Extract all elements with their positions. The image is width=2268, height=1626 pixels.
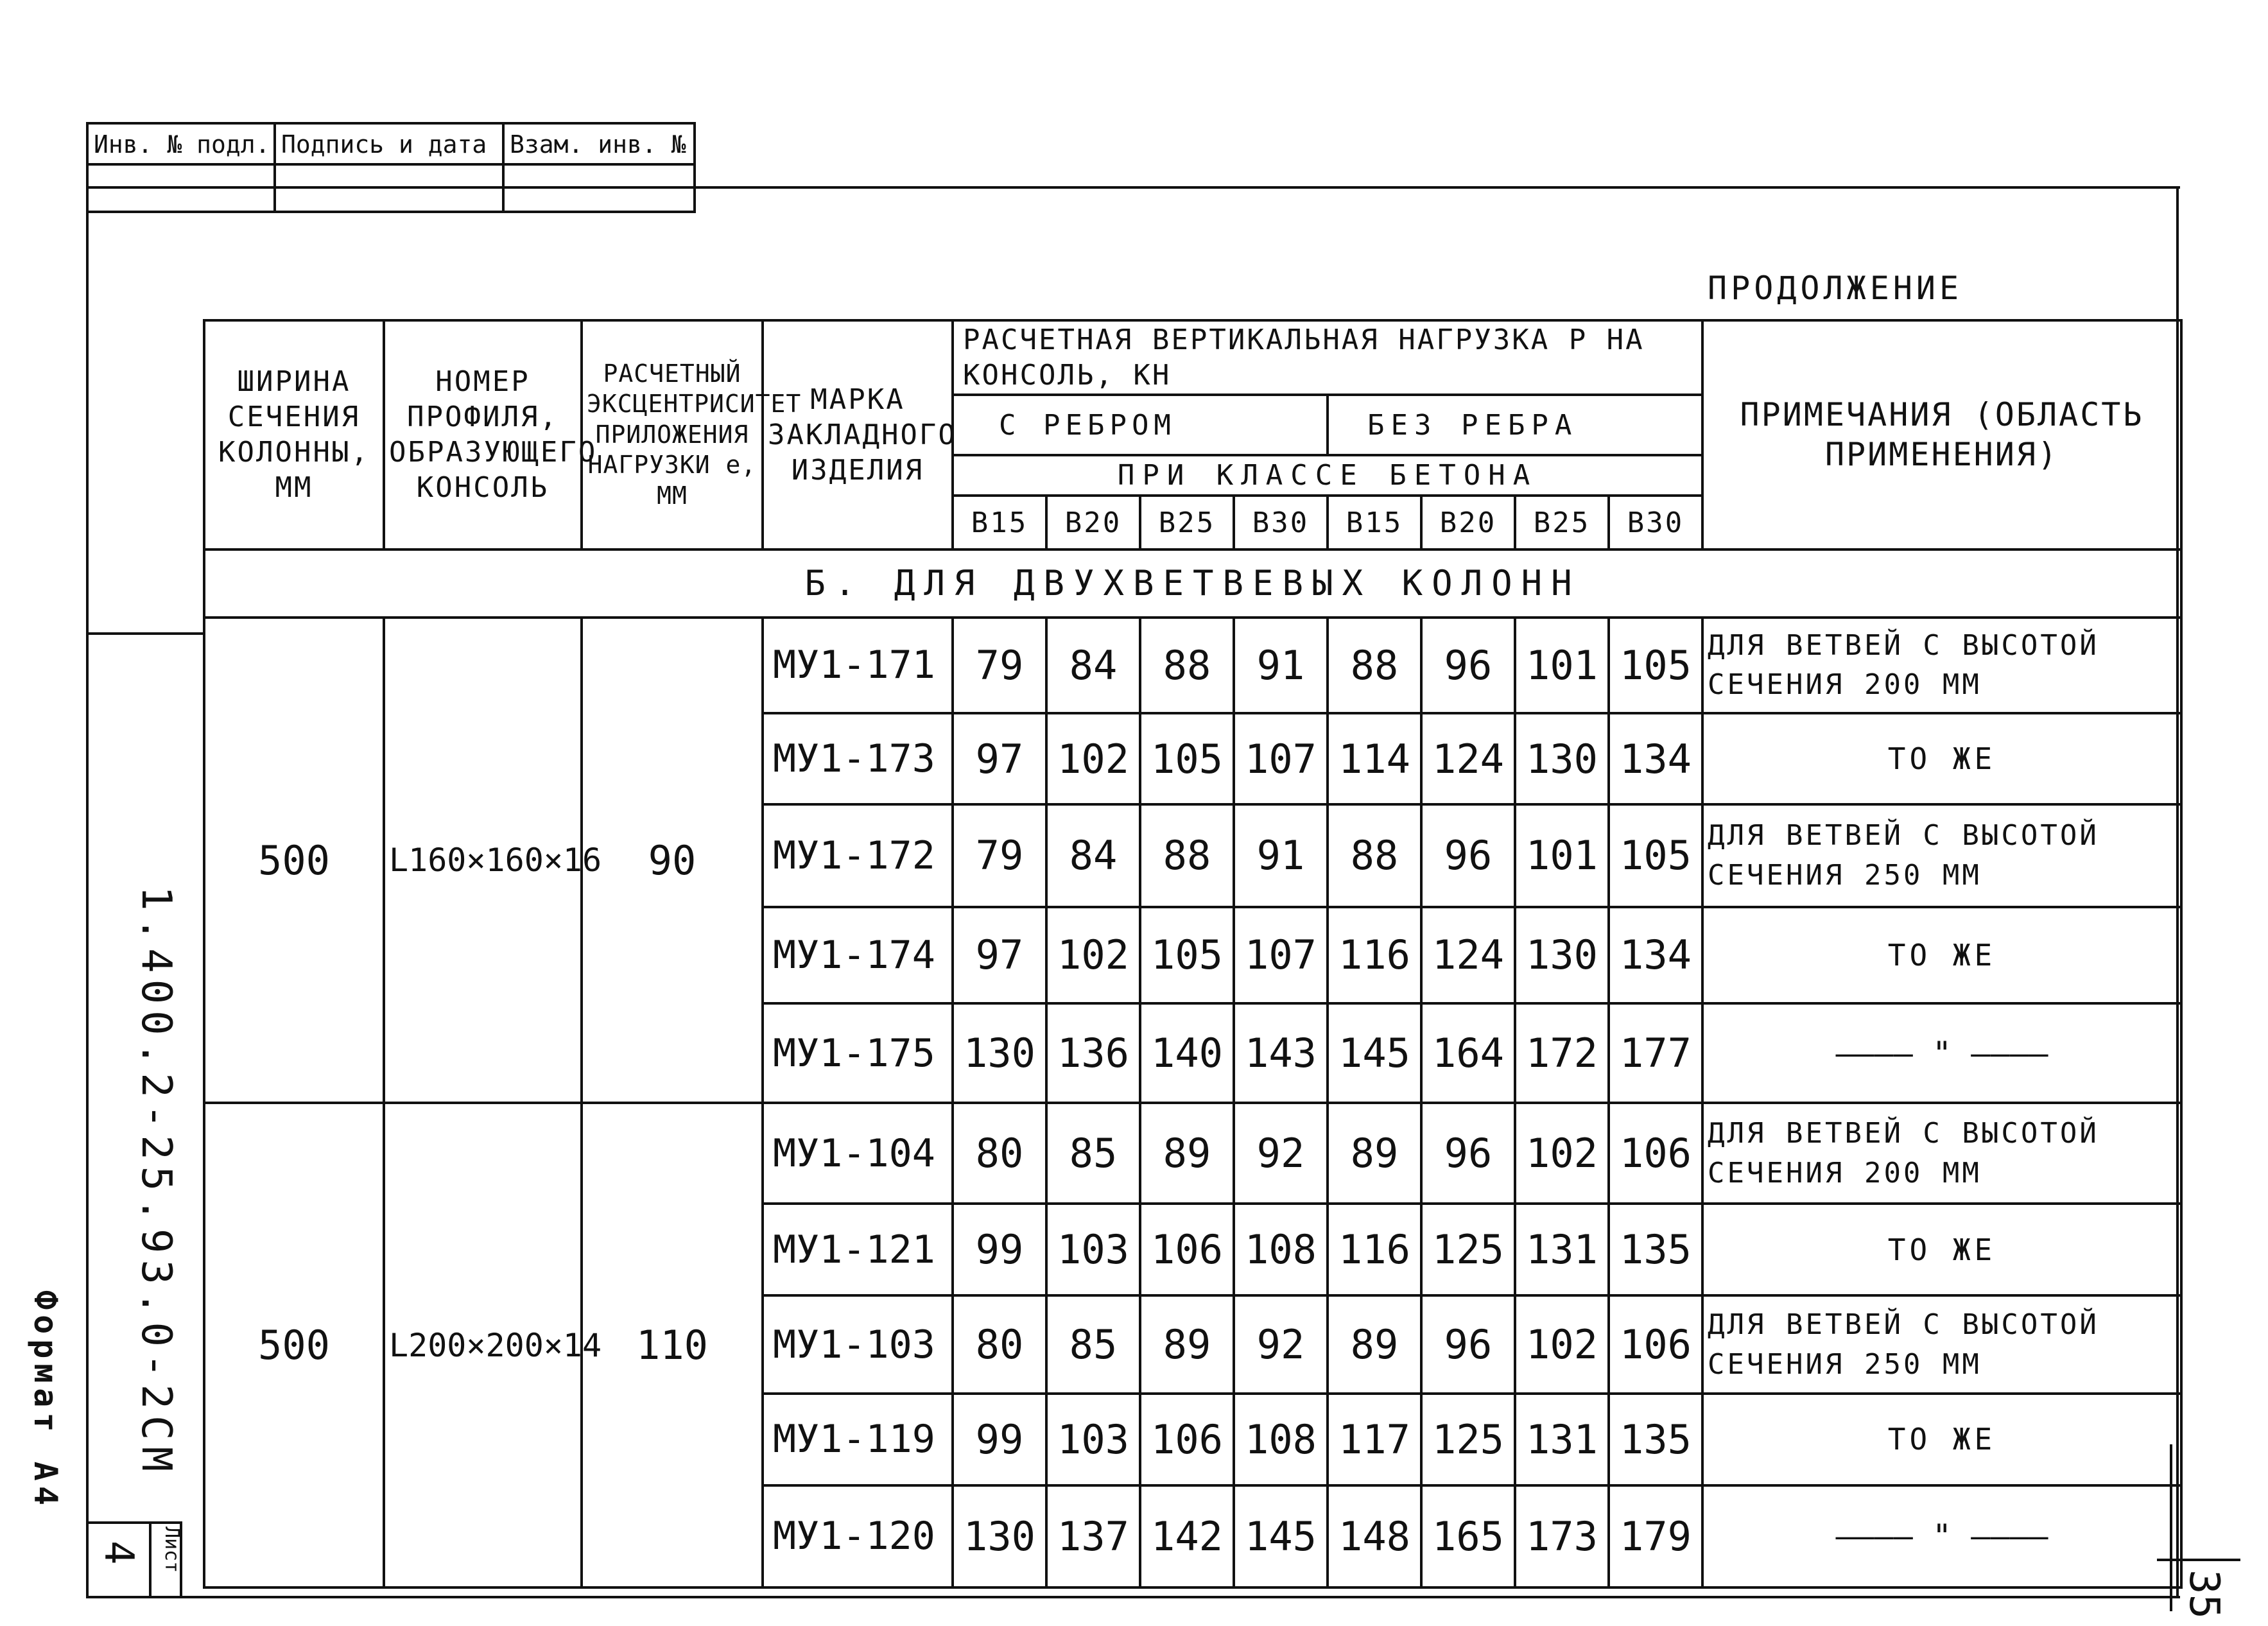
note-cell: ТО ЖЕ	[1702, 907, 2181, 1004]
load-value: 102	[1515, 1295, 1609, 1394]
header-class-cell: В15	[953, 496, 1046, 549]
group-width: 500	[204, 618, 384, 1103]
load-value: 80	[953, 1103, 1046, 1204]
load-value: 108	[1234, 1204, 1328, 1295]
load-value: 101	[1515, 618, 1609, 713]
load-value: 105	[1609, 804, 1702, 906]
load-value: 89	[1140, 1103, 1234, 1204]
sheet-number-divider	[149, 1521, 151, 1598]
group-width: 500	[204, 1103, 384, 1587]
load-value: 101	[1515, 804, 1609, 906]
load-value: 116	[1328, 907, 1421, 1004]
note-cell: ДЛЯ ВЕТВЕЙ С ВЫСОТОЙ СЕЧЕНИЯ 250 ММ	[1702, 1295, 2181, 1394]
load-value: 135	[1609, 1204, 1702, 1295]
header-class-cell: В25	[1515, 496, 1609, 549]
load-value: 108	[1234, 1394, 1328, 1485]
load-value: 164	[1421, 1003, 1515, 1103]
header-profile-number: НОМЕР ПРОФИЛЯ, ОБРАЗУЮЩЕГО КОНСОЛЬ	[384, 320, 582, 549]
header-load-title: РАСЧЕТНАЯ ВЕРТИКАЛЬНАЯ НАГРУЗКА Р НА КОНСОЛЬ, КН	[953, 320, 1702, 395]
load-value: 179	[1609, 1485, 1702, 1587]
part-mark: МУ1-120	[763, 1485, 953, 1587]
sheet-number: 4	[96, 1541, 143, 1565]
part-mark: МУ1-121	[763, 1204, 953, 1295]
load-value: 102	[1046, 907, 1140, 1004]
load-value: 103	[1046, 1204, 1140, 1295]
stamp-podpis-data: Подпись и дата	[276, 125, 505, 164]
load-value: 92	[1234, 1103, 1328, 1204]
load-value: 91	[1234, 804, 1328, 906]
load-value: 99	[953, 1394, 1046, 1485]
load-value: 89	[1328, 1295, 1421, 1394]
load-value: 96	[1421, 1103, 1515, 1204]
load-value: 88	[1140, 804, 1234, 906]
load-value: 148	[1328, 1485, 1421, 1587]
header-eccentricity: РАСЧЕТНЫЙ ЭКСЦЕНТРИСИТЕТ ПРИЛОЖЕНИЯ НАГРУЗКИ е, ММ	[582, 320, 763, 549]
load-value: 106	[1140, 1204, 1234, 1295]
load-value: 89	[1140, 1295, 1234, 1394]
load-value: 131	[1515, 1394, 1609, 1485]
load-value: 134	[1609, 907, 1702, 1004]
part-mark: МУ1-104	[763, 1103, 953, 1204]
note-cell: ДЛЯ ВЕТВЕЙ С ВЫСОТОЙ СЕЧЕНИЯ 200 ММ	[1702, 618, 2181, 713]
header-concrete-class: ПРИ КЛАССЕ БЕТОНА	[953, 455, 1702, 496]
load-value: 143	[1234, 1003, 1328, 1103]
load-value: 103	[1046, 1394, 1140, 1485]
load-value: 106	[1609, 1103, 1702, 1204]
header-part-mark: МАРКА ЗАКЛАДНОГО ИЗДЕЛИЯ	[763, 320, 953, 549]
load-value: 130	[953, 1003, 1046, 1103]
load-value: 89	[1328, 1103, 1421, 1204]
load-value: 107	[1234, 713, 1328, 805]
load-value: 173	[1515, 1485, 1609, 1587]
document-code: 1.400.2-25.93.0-2СМ	[132, 886, 180, 1478]
load-value: 124	[1421, 713, 1515, 805]
load-value: 106	[1609, 1295, 1702, 1394]
load-value: 117	[1328, 1394, 1421, 1485]
load-value: 97	[953, 907, 1046, 1004]
load-value: 96	[1421, 804, 1515, 906]
load-value: 145	[1234, 1485, 1328, 1587]
load-value: 125	[1421, 1394, 1515, 1485]
note-cell: ТО ЖЕ	[1702, 1204, 2181, 1295]
load-value: 136	[1046, 1003, 1140, 1103]
load-value: 131	[1515, 1204, 1609, 1295]
part-mark: МУ1-171	[763, 618, 953, 713]
load-value: 91	[1234, 618, 1328, 713]
load-value: 130	[1515, 907, 1609, 1004]
header-class-cell: В30	[1234, 496, 1328, 549]
note-cell: ———— " ————	[1702, 1003, 2181, 1103]
header-class-cell: В20	[1046, 496, 1140, 549]
load-value: 97	[953, 713, 1046, 805]
load-value: 130	[953, 1485, 1046, 1587]
load-value: 102	[1515, 1103, 1609, 1204]
note-cell: ТО ЖЕ	[1702, 713, 2181, 805]
load-value: 88	[1328, 804, 1421, 906]
part-mark: МУ1-103	[763, 1295, 953, 1394]
load-value: 96	[1421, 618, 1515, 713]
group-eccentricity: 110	[582, 1103, 763, 1587]
load-value: 102	[1046, 713, 1140, 805]
load-value: 142	[1140, 1485, 1234, 1587]
part-mark: МУ1-119	[763, 1394, 953, 1485]
load-value: 88	[1328, 618, 1421, 713]
note-cell: ДЛЯ ВЕТВЕЙ С ВЫСОТОЙ СЕЧЕНИЯ 200 ММ	[1702, 1103, 2181, 1204]
load-value: 85	[1046, 1103, 1140, 1204]
note-cell: ТО ЖЕ	[1702, 1394, 2181, 1485]
load-value: 88	[1140, 618, 1234, 713]
load-value: 96	[1421, 1295, 1515, 1394]
load-value: 105	[1140, 907, 1234, 1004]
load-value: 84	[1046, 804, 1140, 906]
part-mark: МУ1-172	[763, 804, 953, 906]
load-value: 107	[1234, 907, 1328, 1004]
load-value: 80	[953, 1295, 1046, 1394]
load-value: 125	[1421, 1204, 1515, 1295]
group-profile: L160×160×16	[384, 618, 582, 1103]
page-number: 35	[2180, 1570, 2228, 1620]
header-class-cell: В15	[1328, 496, 1421, 549]
load-value: 106	[1140, 1394, 1234, 1485]
note-cell: ДЛЯ ВЕТВЕЙ С ВЫСОТОЙ СЕЧЕНИЯ 250 ММ	[1702, 804, 2181, 906]
note-cell: ———— " ————	[1702, 1485, 2181, 1587]
load-value: 172	[1515, 1003, 1609, 1103]
load-value: 177	[1609, 1003, 1702, 1103]
part-mark: МУ1-175	[763, 1003, 953, 1103]
load-value: 84	[1046, 618, 1140, 713]
header-notes: ПРИМЕЧАНИЯ (ОБЛАСТЬ ПРИМЕНЕНИЯ)	[1702, 320, 2181, 549]
group-profile: L200×200×14	[384, 1103, 582, 1587]
part-mark: МУ1-174	[763, 907, 953, 1004]
stamp-inv-podl: Инв. № подл.	[89, 125, 276, 164]
load-value: 92	[1234, 1295, 1328, 1394]
load-value: 165	[1421, 1485, 1515, 1587]
load-value: 124	[1421, 907, 1515, 1004]
load-value: 116	[1328, 1204, 1421, 1295]
load-value: 105	[1609, 618, 1702, 713]
format-label: Формат А4	[27, 1290, 64, 1510]
header-without-rib: БЕЗ РЕБРА	[1328, 395, 1702, 455]
sheet-label: Лист	[160, 1527, 183, 1573]
load-value: 135	[1609, 1394, 1702, 1485]
group-eccentricity: 90	[582, 618, 763, 1103]
stamp-vzam-inv: Взам. инв. №	[510, 130, 686, 159]
part-mark: МУ1-173	[763, 713, 953, 805]
load-value: 134	[1609, 713, 1702, 805]
continuation-label: ПРОДОЛЖЕНИЕ	[1708, 270, 1963, 307]
side-strip-divider	[86, 632, 203, 635]
load-value: 130	[1515, 713, 1609, 805]
load-value: 105	[1140, 713, 1234, 805]
header-class-cell: В20	[1421, 496, 1515, 549]
load-value: 85	[1046, 1295, 1140, 1394]
section-title: Б. ДЛЯ ДВУХВЕТВЕВЫХ КОЛОНН	[204, 549, 2181, 618]
header-class-cell: В25	[1140, 496, 1234, 549]
header-column-width: ШИРИНА СЕЧЕНИЯ КОЛОННЫ, ММ	[204, 320, 384, 549]
load-value: 145	[1328, 1003, 1421, 1103]
header-class-cell: В30	[1609, 496, 1702, 549]
load-value: 79	[953, 618, 1046, 713]
load-value: 79	[953, 804, 1046, 906]
load-value: 99	[953, 1204, 1046, 1295]
embedded-parts-table	[203, 319, 2183, 1589]
load-value: 137	[1046, 1485, 1140, 1587]
load-value: 140	[1140, 1003, 1234, 1103]
load-value: 114	[1328, 713, 1421, 805]
header-with-rib: С РЕБРОМ	[953, 395, 1328, 455]
